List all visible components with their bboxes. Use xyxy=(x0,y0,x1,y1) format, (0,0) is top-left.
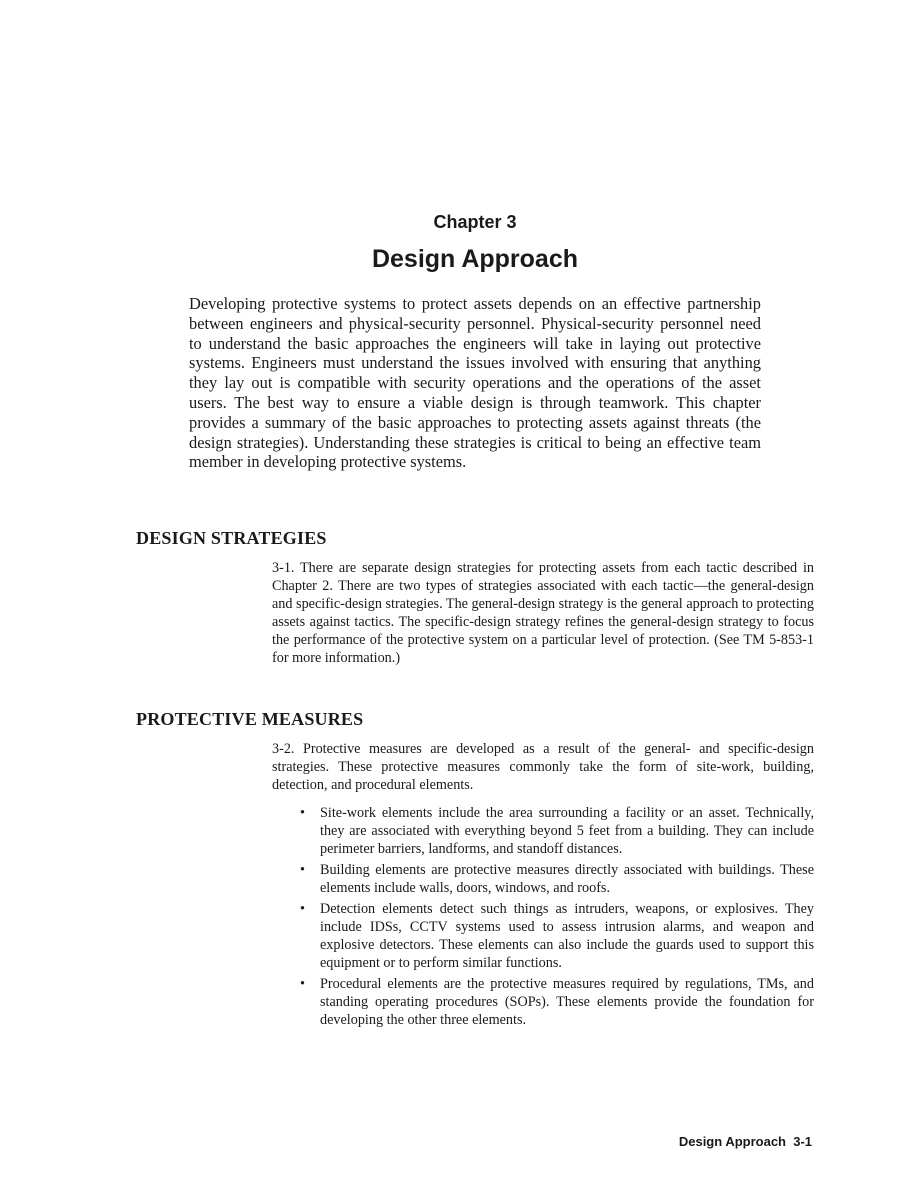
list-item xyxy=(300,975,814,1029)
list-item-text: Site-work elements include the area surrounding a facility or an asset. Technically, they are associated with everything beyond 5 feet from a building. They can include perimeter barriers, landforms, and standoff distances. xyxy=(320,805,814,857)
list-item xyxy=(300,900,814,972)
list-item xyxy=(300,804,814,858)
page-footer: Design Approach 3-1 xyxy=(678,1134,812,1149)
bullet-icon: • xyxy=(300,976,305,992)
section-heading-design-strategies: DESIGN STRATEGIES xyxy=(136,528,327,548)
chapter-number: Chapter 3 xyxy=(433,212,517,232)
protective-measures-list xyxy=(300,804,814,1032)
bullet-icon: • xyxy=(300,805,305,821)
chapter-title: Design Approach xyxy=(371,245,579,273)
list-item-text: Procedural elements are the protective measures required by regulations, TMs, and standing operating procedures (SOPs). These elements provide the foundation for developing the other three elements. xyxy=(320,976,814,1028)
paragraph-3-1: 3-1. There are separate design strategies for protecting assets from each tactic described in Chapter 2. There are two types of strategies associated with each tactic—the general-design and specific-design strategies. The general-design strategy is the general approach to protecting assets against tactics. The specific-design strategy refines the general-design strategy to focus the performance of the protective system on a particular level of protection. (See TM 5-853-1 for more information.) xyxy=(272,560,814,666)
section-heading-protective-measures: PROTECTIVE MEASURES xyxy=(136,709,364,729)
list-item xyxy=(300,861,814,897)
bullet-icon: • xyxy=(300,901,305,917)
paragraph-3-2: 3-2. Protective measures are developed as a result of the general- and specific-design strategies. These protective measures commonly take the form of site-work, building, detection, and procedural elements. xyxy=(272,741,814,793)
intro-paragraph: Developing protective systems to protect assets depends on an effective partnership between engineers and physical-security personnel. Physical-security personnel need to understand the basic approaches the engineers will take in laying out protective systems. Engineers must understand the issues involved with ensuring that anything they lay out is compatible with security operations and the operations of the asset users. The best way to ensure a viable design is through teamwork. This chapter provides a summary of the basic approaches to protecting assets against threats (the design strategies). Understanding these strategies is critical to being an effective team member in developing protective systems. xyxy=(189,294,761,472)
list-item-text: Detection elements detect such things as intruders, weapons, or explosives. They include IDSs, CCTV systems used to assess intrusion alarms, and weapon and explosive detectors. These elements can also include the guards used to support this equipment or to perform similar functions. xyxy=(320,901,814,971)
list-item-text: Building elements are protective measures directly associated with buildings. These elements include walls, doors, windows, and roofs. xyxy=(320,862,814,896)
bullet-icon: • xyxy=(300,862,305,878)
